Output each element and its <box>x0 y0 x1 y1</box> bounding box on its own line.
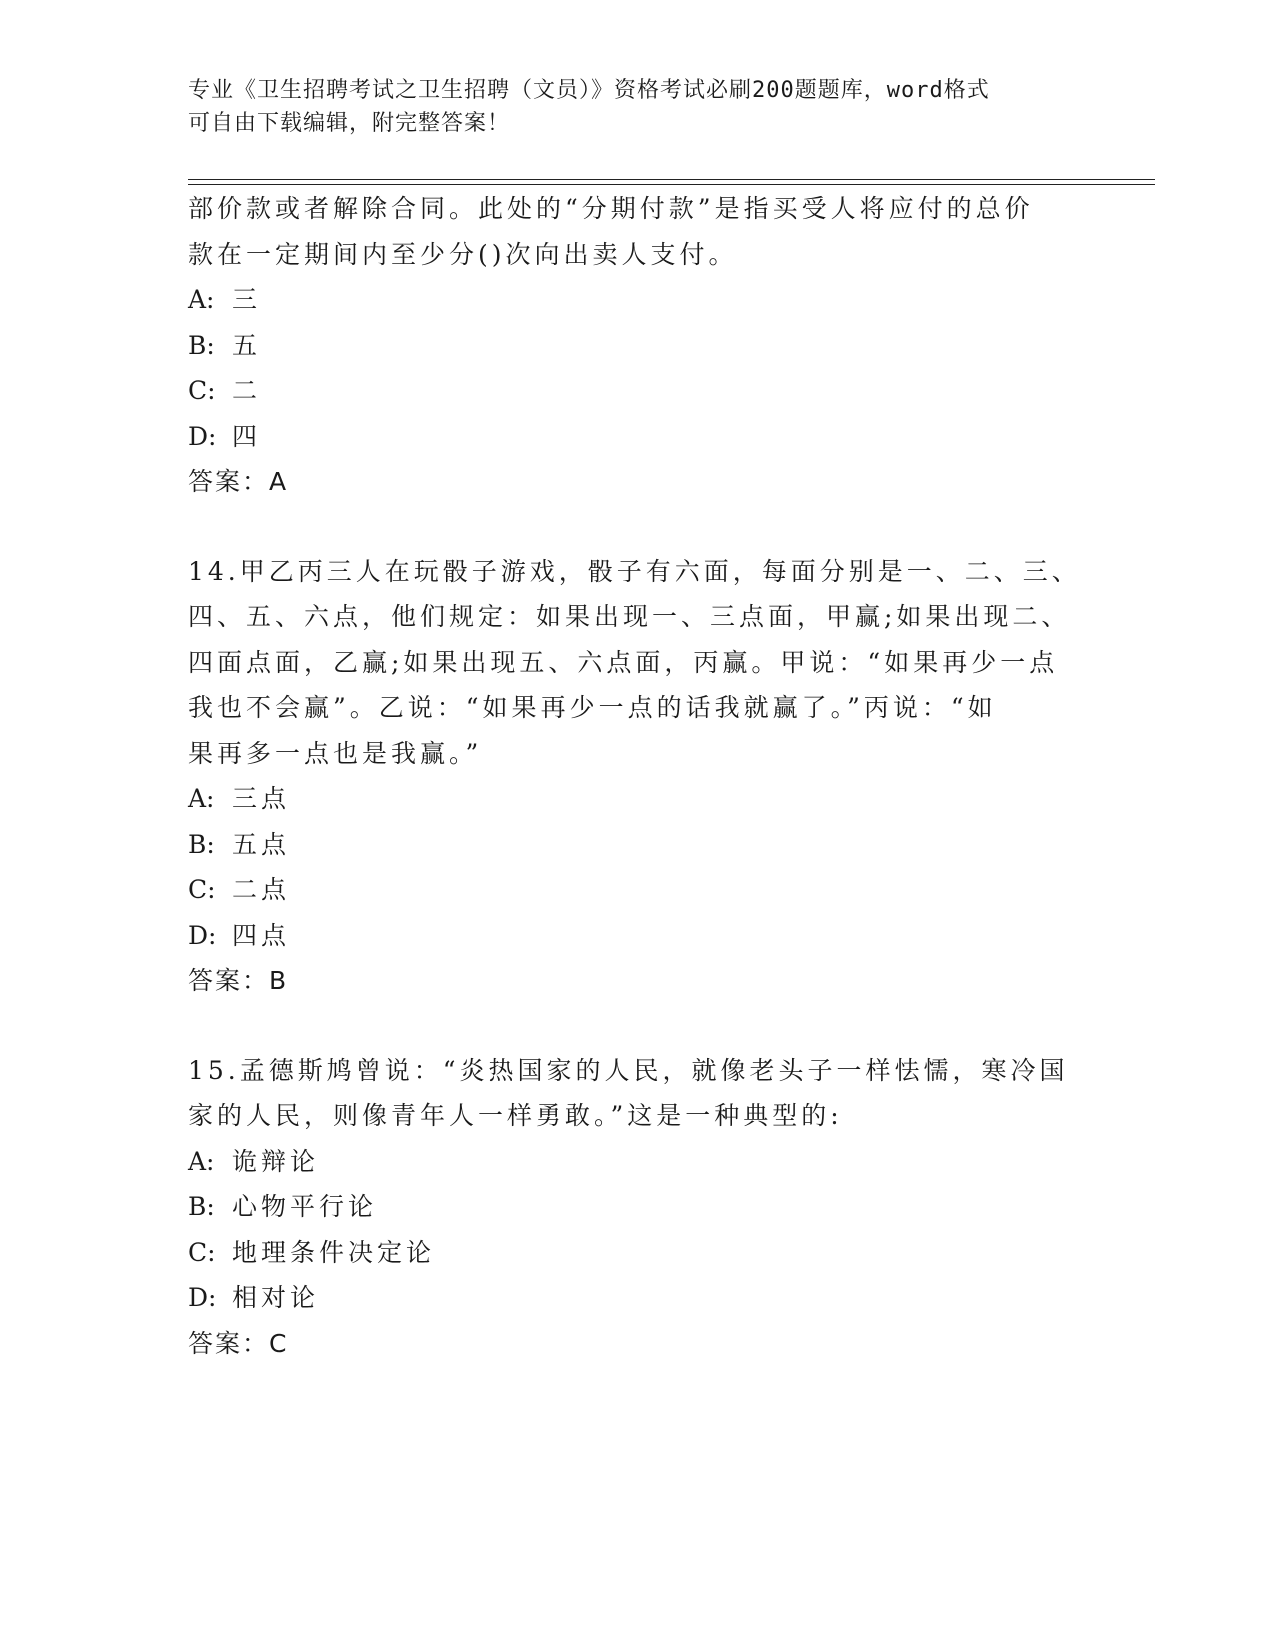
option-b <box>188 323 1088 369</box>
option-text: 四 <box>232 421 262 451</box>
option-letter: A: <box>188 1146 215 1176</box>
answer-line: 答案：B <box>188 966 289 995</box>
option-letter: C: <box>188 875 216 904</box>
question-text-line: 款在一定期间内至少分()次向出卖人支付。 <box>188 239 738 269</box>
option-text: 二点 <box>232 875 291 904</box>
option-letter: B: <box>188 1192 215 1221</box>
option-text: 二 <box>232 376 262 405</box>
option-d <box>188 913 1088 959</box>
option-text: 五 <box>232 330 262 360</box>
option-text: 相对论 <box>232 1283 320 1312</box>
option-a <box>188 1139 1088 1185</box>
option-letter: C: <box>188 376 216 405</box>
option-letter: B: <box>188 330 215 360</box>
option-a <box>188 277 1088 323</box>
option-text: 三 <box>232 285 262 314</box>
option-d <box>188 414 1088 460</box>
question-text-line: 我也不会赢”。乙说：“如果再少一点的话我就赢了。”丙说：“如 <box>188 693 997 722</box>
option-c <box>188 1230 1088 1276</box>
question-text-line: 家的人民，则像青年人一样勇敢。”这是一种典型的: <box>188 1101 843 1130</box>
option-letter: C: <box>188 1237 216 1267</box>
option-letter: D: <box>188 1283 217 1312</box>
page-header <box>188 74 1088 140</box>
question-text-line: 15.孟德斯鸠曾说：“炎热国家的人民，就像老头子一样怯懦，寒冷国 <box>188 1055 1069 1085</box>
option-letter: B: <box>188 829 215 859</box>
question-text-line: 四、五、六点，他们规定：如果出现一、三点面，甲赢;如果出现二、 <box>188 602 1071 631</box>
document-body <box>188 186 1088 1366</box>
option-a <box>188 776 1088 822</box>
question-text-line: 果再多一点也是我赢。” <box>188 738 483 768</box>
question-text-line: 四面点面，乙赢;如果出现五、六点面，丙赢。甲说：“如果再少一点 <box>188 647 1059 677</box>
option-c <box>188 867 1088 913</box>
header-divider-top <box>188 179 1155 180</box>
option-text: 三点 <box>232 784 291 813</box>
option-c <box>188 368 1088 414</box>
option-letter: D: <box>188 421 217 451</box>
option-text: 四点 <box>232 920 291 950</box>
question-spacer <box>188 1004 1088 1048</box>
option-b <box>188 822 1088 868</box>
question-text-line: 14.甲乙丙三人在玩骰子游戏，骰子有六面，每面分别是一、二、三、 <box>188 556 1081 586</box>
question-15 <box>188 1048 1088 1367</box>
question-13 <box>188 186 1088 505</box>
option-d <box>188 1275 1088 1321</box>
question-text-line: 部价款或者解除合同。此处的“分期付款”是指买受人将应付的总价 <box>188 194 1034 223</box>
option-letter: D: <box>188 920 217 950</box>
header-divider-bottom <box>188 184 1155 185</box>
option-letter: A: <box>188 784 215 813</box>
option-text: 心物平行论 <box>232 1192 378 1221</box>
option-text: 诡辩论 <box>232 1146 320 1176</box>
question-spacer <box>188 505 1088 549</box>
question-14 <box>188 549 1088 1004</box>
answer-line: 答案：A <box>188 467 289 496</box>
answer-line: 答案：C <box>188 1328 289 1358</box>
option-text: 地理条件决定论 <box>232 1237 436 1267</box>
header-line-2: 可自由下载编辑，附完整答案！ <box>188 111 511 136</box>
header-line-1: 专业《卫生招聘考试之卫生招聘（文员）》资格考试必刷200题题库，word格式 <box>188 78 990 103</box>
option-b <box>188 1184 1088 1230</box>
option-letter: A: <box>188 285 215 314</box>
option-text: 五点 <box>232 829 291 859</box>
